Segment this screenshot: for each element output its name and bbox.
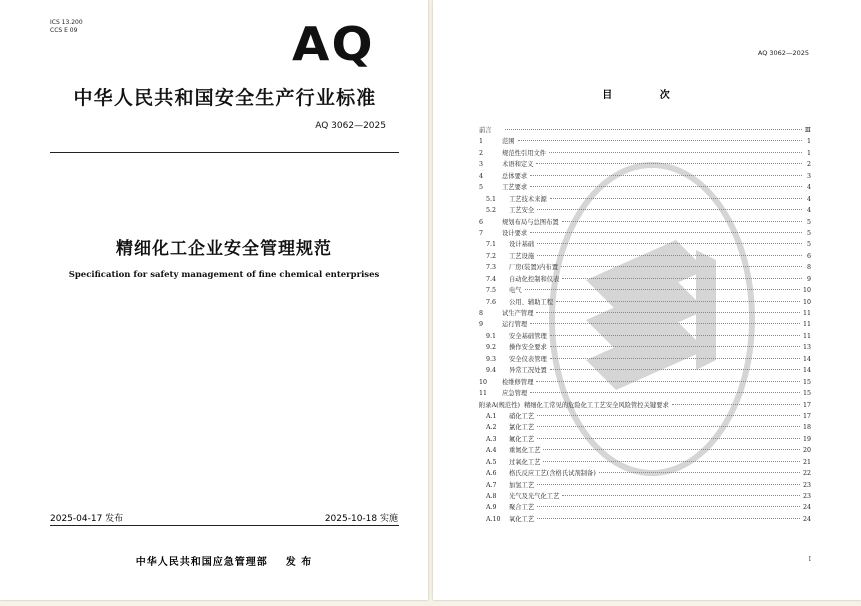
ccs-code: CCS E 09 [50,27,78,34]
toc-entry-page: 15 [802,390,811,398]
toc-entry-number: 前言 [479,127,492,134]
toc-entry-page: 17 [802,401,811,409]
toc-entry[interactable] [479,502,811,513]
toc-entry-page: 5 [806,241,811,249]
toc-entry-label: 工艺设施 [509,252,535,260]
document-title-english: Specification for safety management of fine chemical enterprises [68,270,380,280]
toc-entry-label: 加氢工艺 [509,481,535,489]
toc-entry[interactable] [479,262,811,273]
toc-entry[interactable] [479,308,811,319]
leader-dots [537,415,800,416]
toc-entry-page: 5 [806,229,811,237]
toc-entry-number: 7.5 [486,287,497,295]
toc-entry-page: 20 [802,447,811,455]
toc-entry[interactable] [479,445,811,456]
toc-list [479,125,811,525]
toc-entry-label: 精细化工常见的危险化工工艺安全风险管控关键要求 [523,401,669,409]
toc-entry-label: 异常工况处置 [509,367,547,375]
toc-entry-number: 2 [479,149,484,157]
toc-entry-number: 9.2 [486,344,497,352]
leader-dots [562,495,800,496]
leader-dots [536,381,800,382]
toc-entry[interactable] [479,136,811,147]
toc-entry-label: 过氧化工艺 [509,458,541,466]
toc-entry-label: 术语和定义 [502,161,534,169]
toc-entry-page: 21 [802,458,811,466]
standard-title: 中华人民共和国安全生产行业标准 [73,87,377,109]
leader-dots [543,461,800,462]
toc-entry[interactable] [479,457,811,468]
toc-entry-page: 19 [802,435,811,443]
leader-dots [562,278,802,279]
cover-page [0,0,428,600]
leader-dots [537,518,800,519]
toc-entry[interactable] [479,239,811,250]
toc-entry-label: 设计基础 [509,241,535,249]
toc-entry-page: 11 [802,321,811,329]
toc-entry-label: 氧化工艺 [509,515,535,523]
toc-entry-number: A.3 [486,435,497,443]
leader-dots [550,346,800,347]
toc-entry-number: A.6 [486,470,497,478]
leader-dots [530,323,800,324]
toc-entry-label: 范围 [502,138,515,146]
issue-date: 2025-04-17 发布 [50,514,124,524]
leader-dots [550,198,802,199]
toc-entry-label: 检维修管理 [502,378,534,386]
leader-dots [537,484,800,485]
implement-date: 2025-10-18 实施 [324,514,398,524]
leader-dots [530,186,802,187]
toc-entry-label: 工艺要求 [502,184,528,192]
toc-entry-number: 3 [479,161,484,169]
toc-entry-number: 8 [479,310,484,317]
toc-entry-label: 安全基础管理 [509,332,547,340]
toc-entry-page: 23 [802,493,811,500]
toc-entry[interactable] [479,297,811,308]
ics-code: ICS 13.200 [50,19,83,26]
toc-entry-page: 14 [802,367,811,375]
toc-entry-label: 自动化控制和仪表 [509,275,560,283]
toc-entry-page: 4 [806,207,811,215]
toc-standard-number: AQ 3062—2025 [757,49,809,57]
toc-entry-label: 氟化工艺 [509,435,535,443]
toc-entry-page: 14 [802,355,811,363]
toc-entry[interactable] [479,274,811,285]
toc-entry-number: 7 [479,229,484,237]
leader-dots [536,163,802,164]
toc-entry-number: 9.3 [486,355,497,363]
toc-entry-label: 运行管理 [502,321,528,329]
standard-number: AQ 3062—2025 [315,121,386,131]
toc-entry-label: 总体要求 [502,172,528,180]
leader-dots [672,404,800,405]
toc-entry-label: 工艺技术来源 [509,195,547,203]
toc-entry-page: 23 [802,481,811,489]
leader-dots [537,506,800,507]
toc-entry[interactable] [479,377,811,388]
leader-dots [536,312,800,313]
leader-dots [530,392,800,393]
toc-entry-label: 操作安全要求 [509,344,547,352]
toc-entry-page: 2 [806,161,811,169]
aq-logo: AQ [292,17,375,71]
toc-entry-number: 9.4 [486,367,497,375]
toc-entry-label: 安全仪表管理 [509,355,547,363]
toc-entry[interactable] [479,422,811,433]
toc-entry[interactable] [479,331,811,342]
toc-entry-label: 重氮化工艺 [509,447,541,455]
toc-entry-number: A.8 [486,493,497,500]
toc-entry-number: 附录A(规范性) [479,401,520,409]
toc-entry-number: 7.3 [486,264,497,272]
toc-entry-number: A.10 [486,515,501,523]
toc-entry[interactable] [479,365,811,376]
toc-entry-page: 10 [802,298,811,306]
toc-entry-page: 5 [806,218,811,226]
toc-entry-number: 5.2 [486,207,497,215]
toc-entry-number: A.1 [486,412,497,420]
toc-page [433,0,861,600]
toc-entry-page: 11 [802,310,811,317]
toc-entry[interactable] [479,251,811,262]
toc-entry-page: Ⅲ [804,127,811,134]
toc-entry[interactable] [479,285,811,296]
toc-entry[interactable] [479,319,811,330]
toc-entry-number: 7.1 [486,241,497,249]
toc-entry-label: 公用、辅助工程 [509,298,554,306]
toc-entry-page: 6 [806,252,811,260]
toc-entry-label: 氯化工艺 [509,424,535,432]
toc-entry-page: 24 [802,504,811,512]
toc-entry[interactable] [479,159,811,170]
toc-entry-page: 3 [806,172,811,180]
toc-entry-page: 24 [802,515,811,523]
toc-entry-number: 6 [479,218,484,226]
toc-entry[interactable] [479,194,811,205]
toc-entry-label: 试生产管理 [502,310,534,317]
toc-entry[interactable] [479,148,811,159]
toc-title: 目 次 [602,90,692,101]
toc-entry-page: 10 [802,287,811,295]
toc-entry-number: A.4 [486,447,497,455]
toc-entry-number: A.9 [486,504,497,512]
toc-entry[interactable] [479,205,811,216]
toc-entry-page: 18 [802,424,811,432]
toc-entry[interactable] [479,342,811,353]
leader-dots [537,243,802,244]
leader-dots [562,221,802,222]
toc-entry[interactable] [479,388,811,399]
toc-entry[interactable] [479,228,811,239]
toc-entry-label: 格氏反应工艺(含格氏试剂制备) [509,470,596,478]
toc-entry-page: 4 [806,184,811,192]
leader-dots [550,335,800,336]
leader-dots [537,438,800,439]
toc-entry-page: 9 [806,275,811,283]
page-number: I [808,556,811,563]
toc-entry-page: 22 [802,470,811,478]
toc-entry-number: 7.6 [486,298,497,306]
leader-dots [550,358,800,359]
toc-entry-label: 硝化工艺 [509,412,535,420]
toc-entry-number: 1 [479,138,484,146]
toc-entry-label: 工艺安全 [509,207,535,215]
leader-dots [537,426,800,427]
toc-entry[interactable] [479,125,811,136]
divider [50,152,399,153]
toc-entry-page: 4 [806,195,811,203]
leader-dots [550,369,800,370]
toc-entry-page: 15 [802,378,811,386]
toc-entry-number: A.5 [486,458,497,466]
toc-entry-number: 10 [479,378,488,386]
toc-entry-label: 规范性引用文件 [502,149,547,157]
publisher: 中华人民共和国应急管理部 发 布 [135,557,313,568]
classification-codes [50,19,83,35]
toc-entry[interactable] [479,171,811,182]
toc-entry-number: 5.1 [486,195,497,203]
toc-entry-label: 聚合工艺 [509,504,535,512]
leader-dots [505,129,802,130]
document-title-chinese: 精细化工企业安全管理规范 [116,239,332,259]
leader-dots [549,152,802,153]
toc-entry-number: 9.1 [486,332,497,340]
leader-dots [537,209,802,210]
toc-entry[interactable] [479,480,811,491]
toc-entry-number: 5 [479,184,484,192]
toc-entry-page: 17 [802,412,811,420]
toc-entry[interactable] [479,217,811,228]
toc-entry-number: A.7 [486,481,497,489]
toc-entry-page: 1 [806,149,811,157]
leader-dots [525,289,800,290]
leader-dots [543,449,800,450]
toc-entry-label: 电气 [509,287,522,295]
toc-entry[interactable] [479,182,811,193]
toc-entry-label: 规划布局与总图布置 [502,218,559,226]
leader-dots [599,472,800,473]
toc-entry[interactable] [479,411,811,422]
toc-entry[interactable] [479,468,811,479]
leader-dots [537,255,802,256]
toc-entry-label: 设计要求 [502,229,528,237]
toc-entry[interactable] [479,514,811,525]
toc-entry-page: 8 [806,264,811,272]
toc-entry[interactable] [479,400,811,411]
leader-dots [556,301,800,302]
toc-entry-number: 11 [479,390,488,398]
toc-entry-number: A.2 [486,424,497,432]
leader-dots [530,232,802,233]
toc-entry-label: 厂房(装置)内布置 [509,264,558,272]
leader-dots [530,175,802,176]
toc-entry-page: 13 [802,344,811,352]
leader-dots [518,140,802,141]
toc-entry[interactable] [479,354,811,365]
toc-entry[interactable] [479,434,811,445]
divider [50,525,399,526]
toc-entry[interactable] [479,491,811,502]
toc-entry-label: 光气及光气化工艺 [509,493,560,500]
toc-entry-page: 1 [806,138,811,146]
toc-entry-number: 7.2 [486,252,497,260]
toc-entry-number: 9 [479,321,484,329]
toc-entry-number: 4 [479,172,484,180]
toc-entry-number: 7.4 [486,275,497,283]
leader-dots [561,266,802,267]
toc-entry-page: 11 [802,332,811,340]
toc-entry-label: 应急管理 [502,390,528,398]
